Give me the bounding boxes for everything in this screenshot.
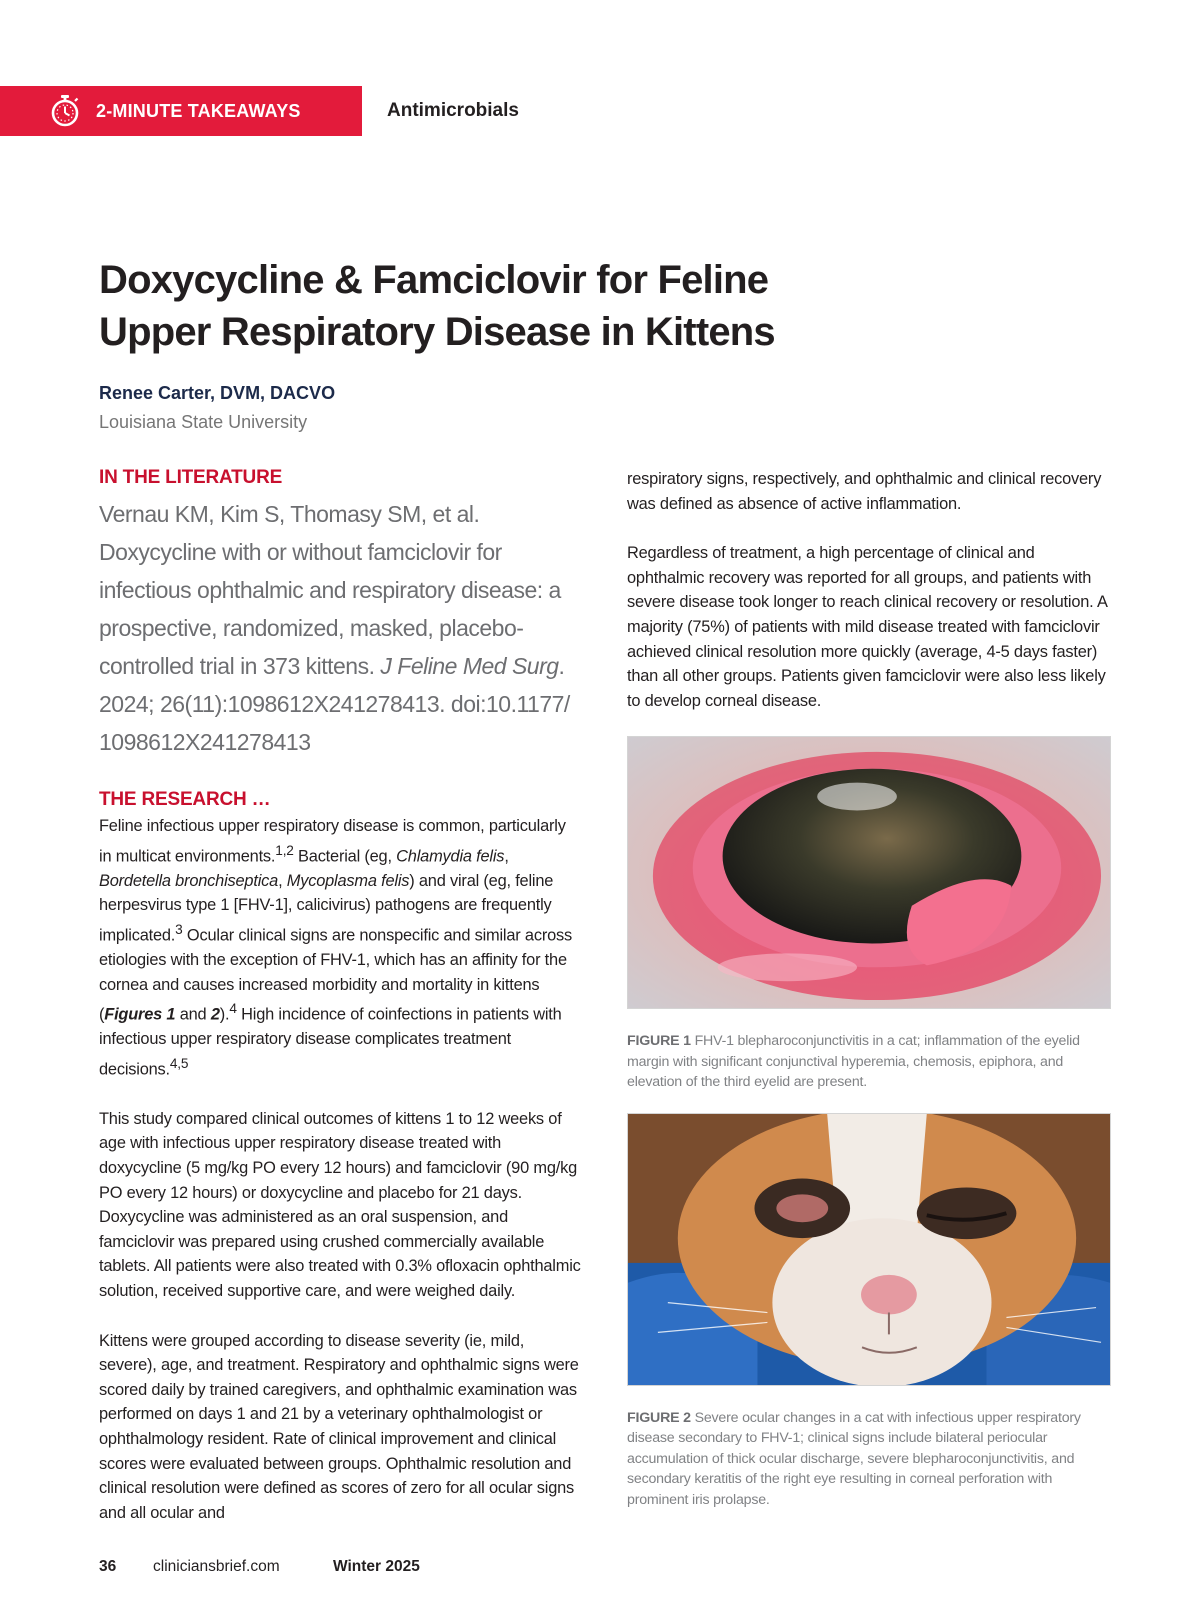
research-paragraph-2: This study compared clinical outcomes of kittens 1 to 12 weeks of age with infectious upper respiratory disease treated with doxycycline (5 mg/kg PO every 12 hours) and famciclovir (90 mg/kg PO every 12 hours) or doxycycline and placebo for 21 days. Doxycycline was administered as an oral suspension, and famciclovir was prepared using crushed commercially available tablets. All patients were also treated with 0.3% ofloxacin ophthalmic solution, received supportive care, and were weighed daily. <box>99 1109 581 1300</box>
kitten-face-photo <box>628 1114 1110 1385</box>
banner-label: 2-MINUTE TAKEAWAYS <box>96 100 301 121</box>
citation-authors-title: Vernau KM, Kim S, Thomasy SM, et al. Doxycycline with or without famciclovir for infectious ophthalmic and respiratory disease: a prospective, randomized, masked, placebo-controlled trial in 373 kittens. <box>99 501 561 679</box>
title-line-1: Doxycycline & Famciclovir for Feline <box>99 258 769 302</box>
author-affiliation: Louisiana State University <box>99 412 308 432</box>
figure-reference: 2 <box>210 1005 220 1024</box>
cat-eye-photo <box>628 737 1110 1008</box>
research-paragraph-5: Regardless of treatment, a high percentage of clinical and ophthalmic recovery was reported for all groups, and patients with severe disease took longer to reach clinical recovery or resolution. A majority (75%) of patients with mild disease treated with famciclovir achieved clinical resolution more quickly (average, 4-5 days faster) than all other groups. Patients given famciclovir were also less likely to develop corneal disease. <box>627 544 1107 710</box>
figure-2-caption-text: Severe ocular changes in a cat with infectious upper respiratory disease secondary to FHV-1; clinical signs include bilateral periocular accumulation of thick ocular discharge, severe blepharoconjunctivitis, and secondary keratitis of the right eye resulting in corneal perforation with prominent iris prolapse. <box>627 1409 1081 1508</box>
reference-marker: 3 <box>175 921 183 937</box>
research-paragraph-3: Kittens were grouped according to disease severity (ie, mild, severe), age, and treatment. Respiratory and ophthalmic signs were scored daily by trained caregivers, and ophthalmic examination was performed on days 1 and 21 by a veterinary ophthalmologist or ophthalmology resident. Rate of clinical improvement and clinical scores were evaluated between groups. Ophthalmic resolution and clinical resolution were defined as scores of zero for all ocular signs and all ocular and <box>99 1331 579 1522</box>
figure-2-caption <box>627 1408 1111 1511</box>
section-banner <box>0 86 362 136</box>
figure-1-label: FIGURE 1 <box>627 1033 691 1050</box>
p1-text: ). <box>219 1005 230 1024</box>
figure-1-caption <box>627 1031 1111 1093</box>
left-column <box>99 467 581 1525</box>
citation-journal: J Feline Med Surg <box>380 653 559 679</box>
research-paragraph-1 <box>99 814 581 1082</box>
p1-text: Ocular clinical signs are nonspecific and similar across etiologies with the exception of FHV-1, which has an affinity for the cornea and causes increased morbidity and mortality in kittens ( <box>99 926 572 1024</box>
figure-1-caption-text: FHV-1 blepharoconjunctivitis in a cat; inflammation of the eyelid margin with significant conjunctival hyperemia, chemosis, epiphora, and elevation of the third eyelid are present. <box>627 1033 1080 1091</box>
section-name: Antimicrobials <box>387 100 519 121</box>
article-title <box>99 254 979 358</box>
research-heading: THE RESEARCH … <box>99 789 271 810</box>
figure-2-image <box>627 1113 1111 1386</box>
literature-heading: IN THE LITERATURE <box>99 467 283 488</box>
figure-reference: Figures 1 <box>104 1005 176 1024</box>
species-name: Mycoplasma felis <box>286 871 410 890</box>
p1-text: Bacterial (eg, <box>293 847 397 866</box>
stopwatch-icon <box>48 94 82 128</box>
reference-marker: 4,5 <box>169 1055 189 1071</box>
species-name: Chlamydia felis <box>396 847 505 866</box>
p1-text: ) and viral (eg, feline herpesvirus type 1 [FHV-1], calicivirus) pathogens are frequently implicated. <box>99 871 554 945</box>
page-footer <box>99 1558 420 1576</box>
reference-marker: 4 <box>229 1001 237 1017</box>
p1-text: Feline infectious upper respiratory disease is common, particularly in multicat environments. <box>99 817 566 866</box>
figure-2-label: FIGURE 2 <box>627 1409 691 1426</box>
citation <box>99 495 581 761</box>
right-column <box>627 467 1111 1510</box>
p1-text: and <box>175 1005 211 1024</box>
citation-details: . 2024; 26(11):1098612X241278413. doi:10.1177/ 1098612X241278413 <box>99 653 570 755</box>
p1-text: , <box>278 871 287 890</box>
research-paragraph-4: respiratory signs, respectively, and ophthalmic and clinical recovery was defined as absence of active inflammation. <box>627 470 1102 513</box>
page-number: 36 <box>99 1558 117 1575</box>
p1-text: , <box>504 847 509 866</box>
species-name: Bordetella bronchiseptica <box>99 871 279 890</box>
footer-site: cliniciansbrief.com <box>153 1558 280 1575</box>
figure-1-image <box>627 736 1111 1009</box>
p1-text: High incidence of coinfections in patients with infectious upper respiratory disease complicates treatment decisions. <box>99 1005 562 1079</box>
title-line-2: Upper Respiratory Disease in Kittens <box>99 310 775 354</box>
reference-marker: 1,2 <box>275 842 294 858</box>
author-name: Renee Carter, DVM, DACVO <box>99 383 336 403</box>
footer-issue: Winter 2025 <box>333 1558 420 1575</box>
